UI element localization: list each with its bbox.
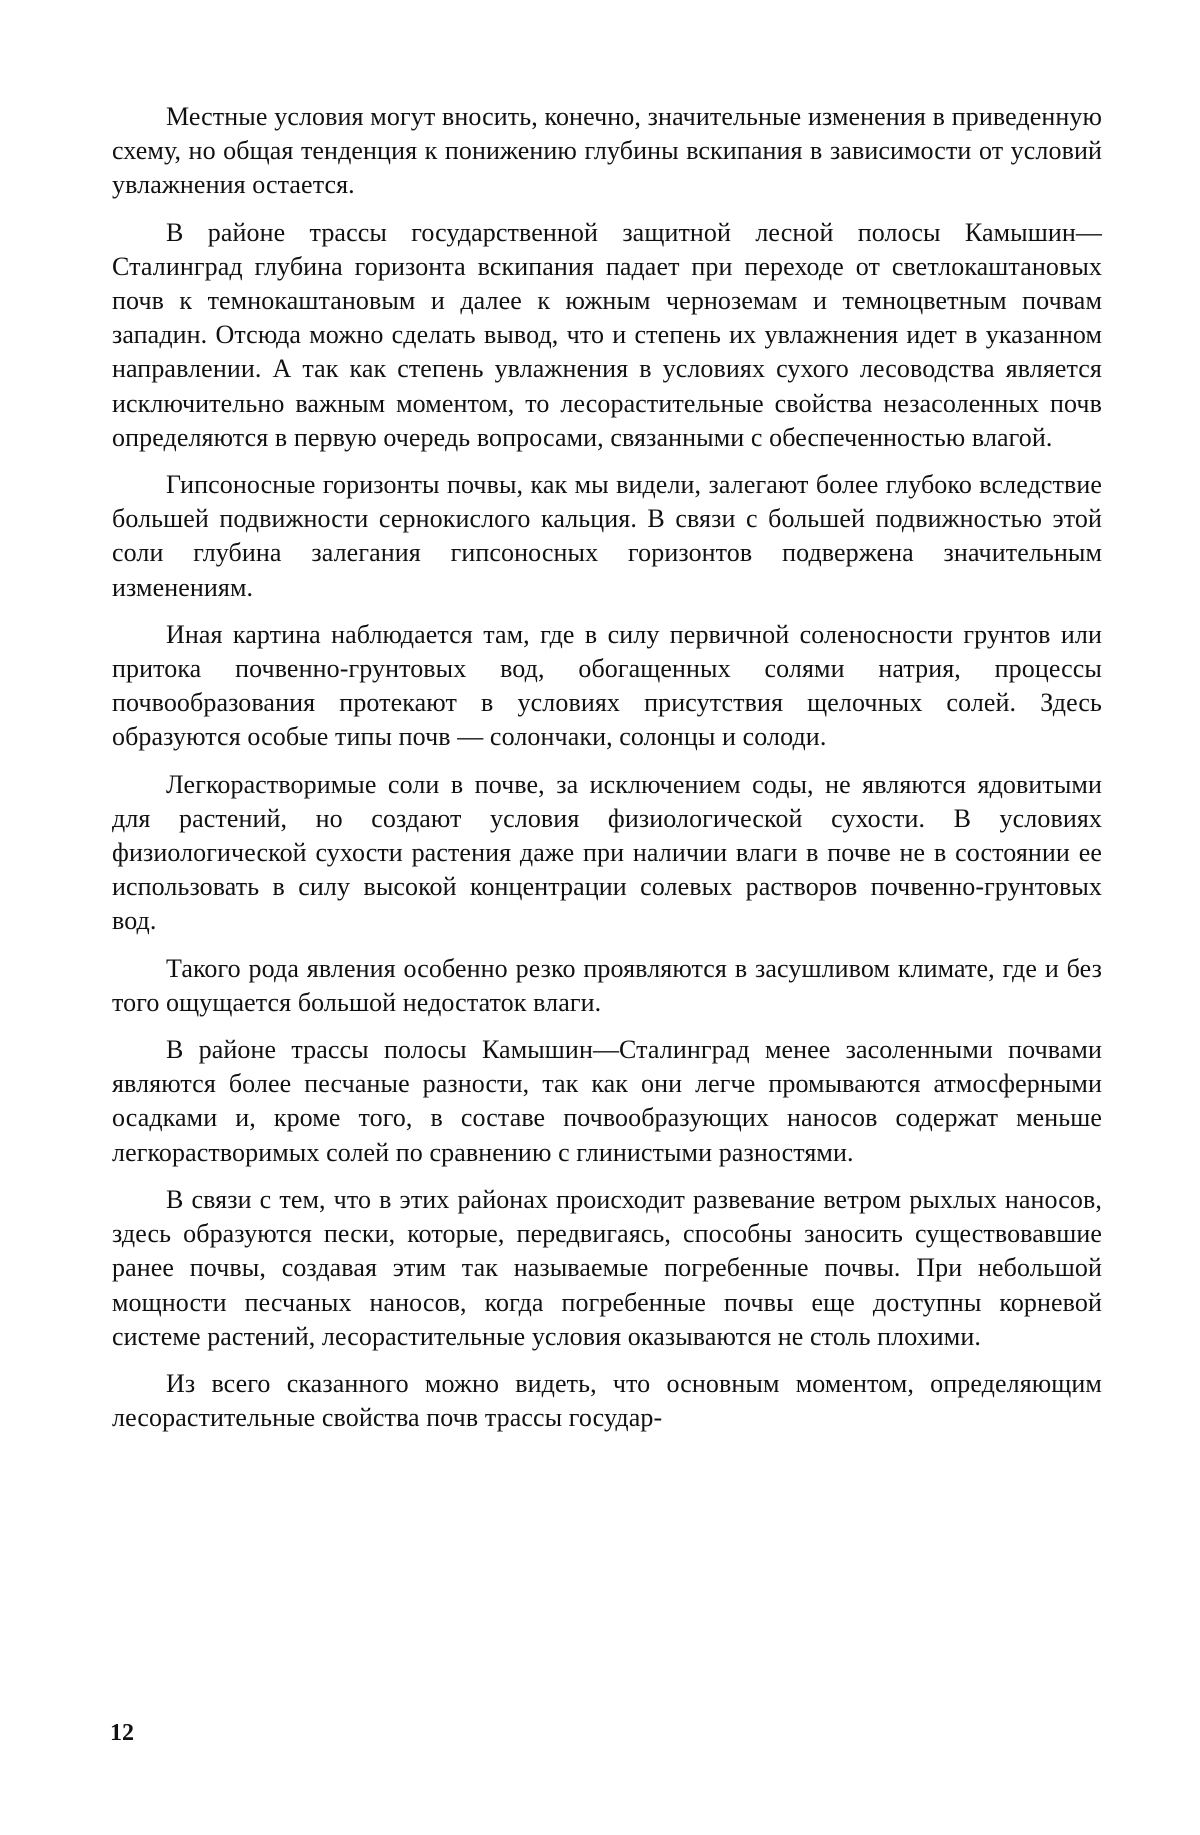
page-number: 12 bbox=[110, 1720, 134, 1746]
body-text bbox=[112, 100, 1102, 1448]
paragraph-3: Гипсоносные горизонты почвы, как мы видели, залегают более глубоко вследствие большей подвижности сернокислого кальция. В связи с большей подвижностью этой соли глубина залегания гипсоносных горизонтов подвержена значительным изменениям. bbox=[112, 470, 1102, 602]
paragraph-2: В районе трассы государственной защитной лесной полосы Камышин—Сталинград глубина горизонта вскипания падает при переходе от светлокаштановых почв к темнокаштановым и далее к южным черноземам и темноцветным почвам западин. Отсюда можно сделать вывод, что и степень их увлажнения идет в указанном направлении. А так как степень увлажнения в условиях сухого лесоводства является исключительно важным моментом, то лесорастительные свойства незасоленных почв определяются в первую очередь вопросами, связанными с обеспеченностью влагой. bbox=[112, 217, 1102, 452]
paragraph-5: Легкорастворимые соли в почве, за исключением соды, не являются ядовитыми для растений, но создают условия физиологической сухости. В условиях физиологической сухости растения даже при наличии влаги в почве не в состоянии ее использовать в силу высокой концентрации солевых растворов почвенно-грунтовых вод. bbox=[112, 769, 1102, 936]
paragraph-6: Такого рода явления особенно резко проявляются в засушливом климате, где и без того ощущается большой недостаток влаги. bbox=[112, 953, 1102, 1017]
paragraph-4: Иная картина наблюдается там, где в силу первичной соленосности грунтов или притока почвенно-грунтовых вод, обогащенных солями натрия, процессы почвообразования протекают в условиях присутствия щелочных солей. Здесь образуются особые типы почв — солончаки, солонцы и солоди. bbox=[112, 619, 1102, 752]
paragraph-8: В связи с тем, что в этих районах происходит развевание ветром рыхлых наносов, здесь образуются пески, которые, передвигаясь, способны заносить существовавшие ранее почвы, создавая этим так называемые погребенные почвы. При небольшой мощности песчаных наносов, когда погребенные почвы еще доступны корневой системе растений, лесорастительные условия оказываются не столь плохими. bbox=[112, 1184, 1102, 1351]
paragraph-7: В районе трассы полосы Камышин—Сталинград менее засоленными почвами являются более песчаные разности, так как они легче промываются атмосферными осадками и, кроме того, в составе почвообразующих наносов содержат меньше легкорастворимых солей по сравнению с глинистыми разностями. bbox=[112, 1035, 1102, 1167]
paragraph-1: Местные условия могут вносить, конечно, значительные изменения в приведенную схему, но общая тенденция к понижению глубины вскипания в зависимости от условий увлажнения остается. bbox=[112, 102, 1102, 200]
paragraph-9: Из всего сказанного можно видеть, что основным моментом, определяющим лесорастительные свойства почв трассы государ- bbox=[112, 1368, 1102, 1433]
